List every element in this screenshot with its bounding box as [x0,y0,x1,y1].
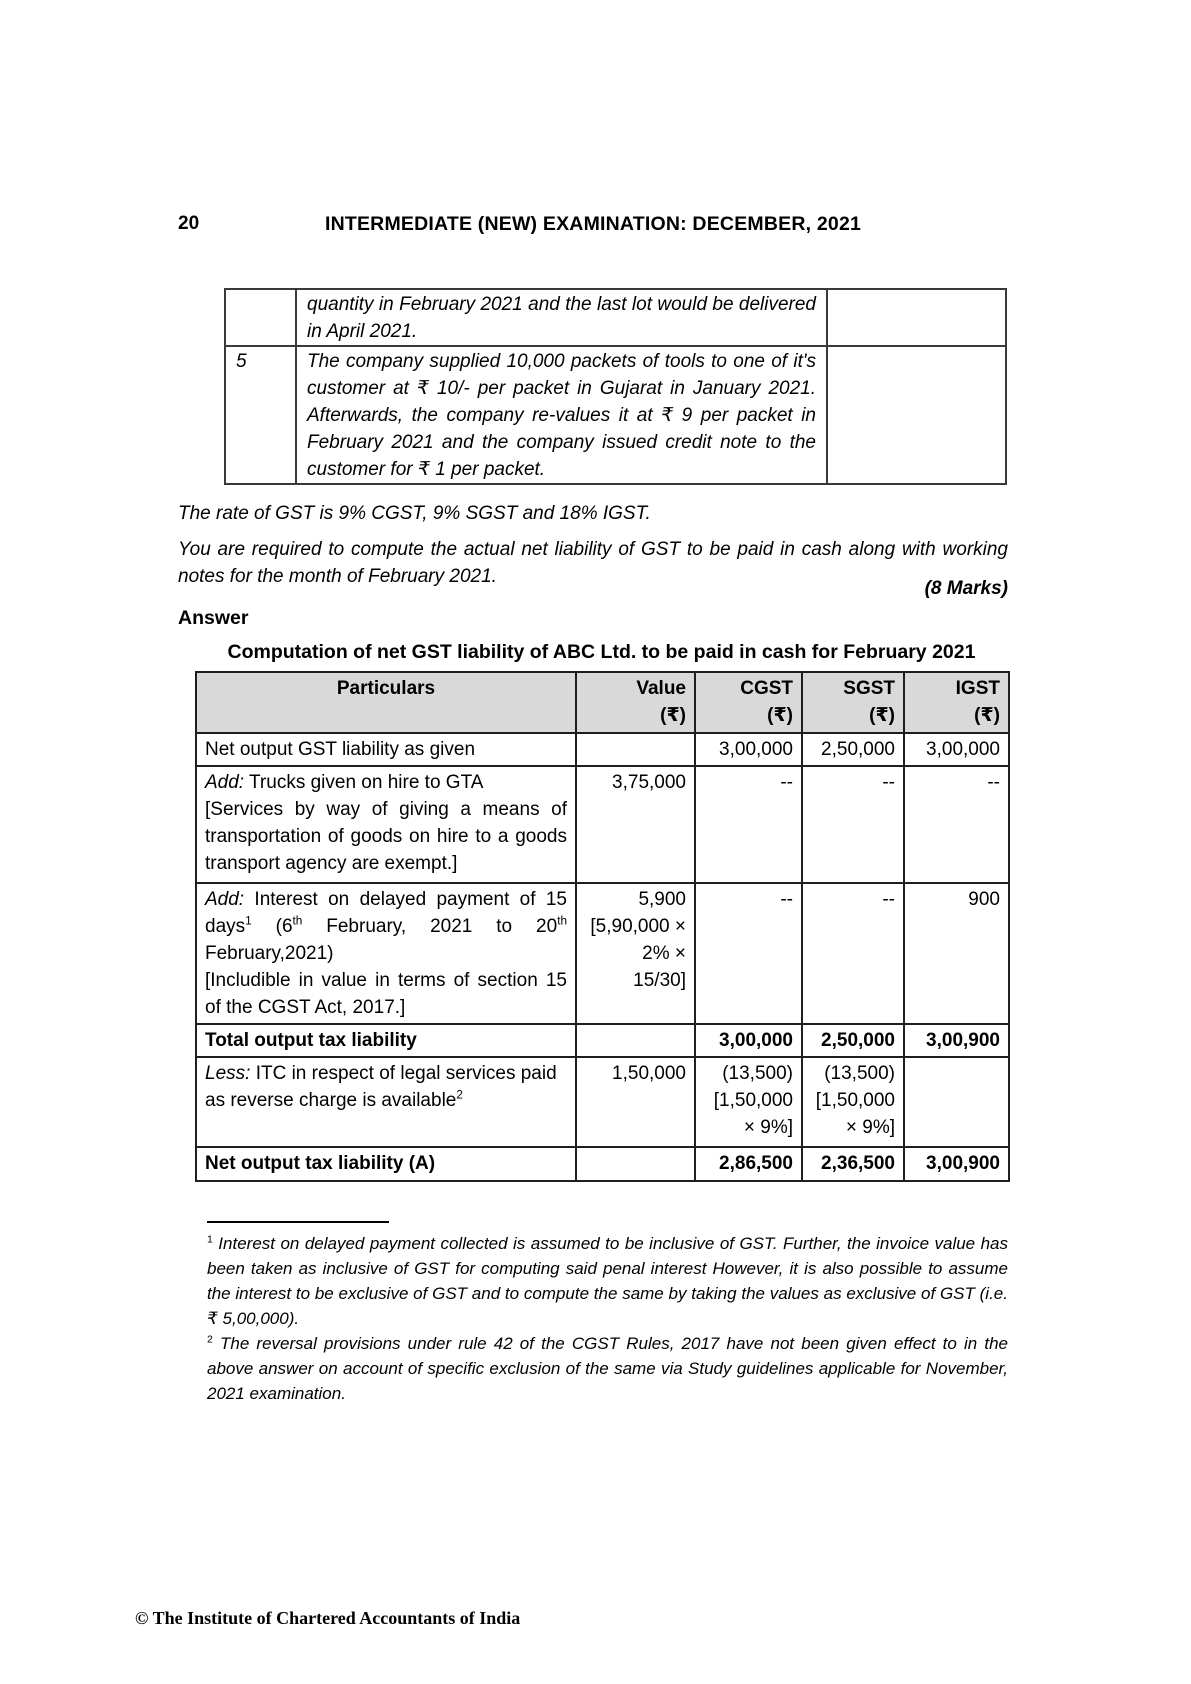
answer-label: Answer [178,607,249,629]
question-value-cell [827,289,1006,346]
particulars-note: [Includible in value in terms of section 15 of the CGST Act, 2017.] [205,970,567,1018]
sgst-note: [1,50,000 × 9%] [815,1090,895,1138]
value-cell: 1,50,000 [576,1057,695,1147]
footnote-ref-2: 2 [456,1088,463,1102]
footer-copyright: © The Institute of Chartered Accountants of India [135,1608,521,1628]
table-row [196,766,1009,883]
rupee-unit-label: (₹) [660,705,686,726]
col-header-igst: IGST (₹) [904,672,1009,733]
igst-cell: 900 [904,883,1009,1024]
sgst-cell: 2,36,500 [802,1147,904,1181]
less-prefix: Less: [205,1063,251,1084]
cgst-cell: -- [695,766,802,883]
table-row [196,733,1009,766]
question-number-cell: 5 [225,346,296,484]
table-row [196,1057,1009,1147]
requirement-paragraph [178,536,1008,604]
question-text-cell: The company supplied 10,000 packets of tools to one of it's customer at ₹ 10/- per packet in Gujarat in January 2021. Afterwards, the company re-values it at ₹ 9 per packet in February 2021 and the company issued credit note to the customer for ₹ 1 per packet. [296,346,827,484]
page-header [178,213,1008,236]
col-header-cgst: CGST (₹) [695,672,802,733]
sgst-cell: 2,50,000 [802,1024,904,1057]
cgst-cell: (13,500) [1,50,000 × 9%] [695,1057,802,1147]
sgst-cell: 2,50,000 [802,733,904,766]
add-prefix: Add: [205,772,245,793]
marks-label: (8 Marks) [924,578,1008,599]
igst-cell: 3,00,000 [904,733,1009,766]
question-row [225,346,1006,484]
cgst-cell: 2,86,500 [695,1147,802,1181]
col-header-value: Value (₹) [576,672,695,733]
value-cell [576,1024,695,1057]
footnote-ref-1: 1 [245,914,252,928]
particulars-cell: Net output GST liability as given [196,733,576,766]
footnote-2-marker: 2 [207,1333,213,1346]
sgst-cell: (13,500) [1,50,000 × 9%] [802,1057,904,1147]
footnote-2: $^2$ The reversal provisions under rule 42 of the CGST Rules, 2017 have not been given effect to in the above answer on account of specific exclusion of the same via Study guidelines applicable for November, 2021 examination. [207,1333,1008,1403]
igst-cell: 3,00,900 [904,1147,1009,1181]
cgst-cell: 3,00,000 [695,1024,802,1057]
col-header-sgst: SGST (₹) [802,672,904,733]
igst-cell: 3,00,900 [904,1024,1009,1057]
question-text-cell: quantity in February 2021 and the last lot would be delivered in April 2021. [296,289,827,346]
col-header-particulars: Particulars [196,672,576,733]
requirement-text: You are required to compute the actual net liability of GST to be paid in cash along with working notes for the month of February 2021. [178,539,1008,587]
footnote-1: $^1$ Interest on delayed payment collected is assumed to be inclusive of GST. Further, the invoice value has been taken as inclusive of GST for computing said penal interest However, it is also possible to assume the interest to be exclusive of GST and to compute the same by taking the values as exclusive of GST (i.e. ₹ 5,00,000). [207,1233,1008,1328]
gst-rate-paragraph: The rate of GST is 9% CGST, 9% SGST and 18% IGST. [178,503,651,524]
rupee-unit-label: (₹) [767,705,793,726]
question-value-cell [827,346,1006,484]
particulars-cell: Add: Interest on delayed payment of 15 days$^1$ (6th February, 2021 to 20th February,2021) [Includible in value in terms of section 15 of the CGST Act, 2017.] [196,883,576,1024]
rupee-unit-label: (₹) [974,705,1000,726]
question-number-cell [225,289,296,346]
particulars-cell: Net output tax liability (A) [196,1147,576,1181]
particulars-cell: Add: Trucks given on hire to GTA [Services by way of giving a means of transportation of goods on hire to a goods transport agency are exempt.] [196,766,576,883]
page-number: 20 [178,213,200,234]
particulars-cell: Total output tax liability [196,1024,576,1057]
particulars-note: [Services by way of giving a means of transportation of goods on hire to a goods transport agency are exempt.] [205,799,567,874]
cgst-note: [1,50,000 × 9%] [713,1090,793,1138]
cgst-cell: 3,00,000 [695,733,802,766]
cgst-cell: -- [695,883,802,1024]
igst-cell [904,1057,1009,1147]
answer-table [195,671,1010,1182]
header-title: INTERMEDIATE (NEW) EXAMINATION: DECEMBER, 2021 [324,213,862,235]
answer-table-title: Computation of net GST liability of ABC Ltd. to be paid in cash for February 2021 [227,641,976,663]
sgst-cell: -- [802,766,904,883]
particulars-cell: Less: ITC in respect of legal services paid as reverse charge is available$^2$ [196,1057,576,1147]
value-cell [576,1147,695,1181]
value-note: [5,90,000 × 2% × 15/30] [590,916,686,991]
footnotes-block [207,1231,1008,1406]
question-row [225,289,1006,346]
sgst-cell: -- [802,883,904,1024]
table-row [196,883,1009,1024]
add-prefix: Add: [205,889,245,910]
footnote-1-marker: 1 [207,1233,213,1246]
question-table [224,288,1007,485]
value-cell [576,733,695,766]
footnote-separator [207,1221,389,1223]
igst-cell: -- [904,766,1009,883]
value-cell: 5,900 [5,90,000 × 2% × 15/30] [576,883,695,1024]
rupee-unit-label: (₹) [869,705,895,726]
answer-table-header-row [196,672,1009,733]
total-row [196,1024,1009,1057]
net-total-row [196,1147,1009,1181]
value-cell: 3,75,000 [576,766,695,883]
